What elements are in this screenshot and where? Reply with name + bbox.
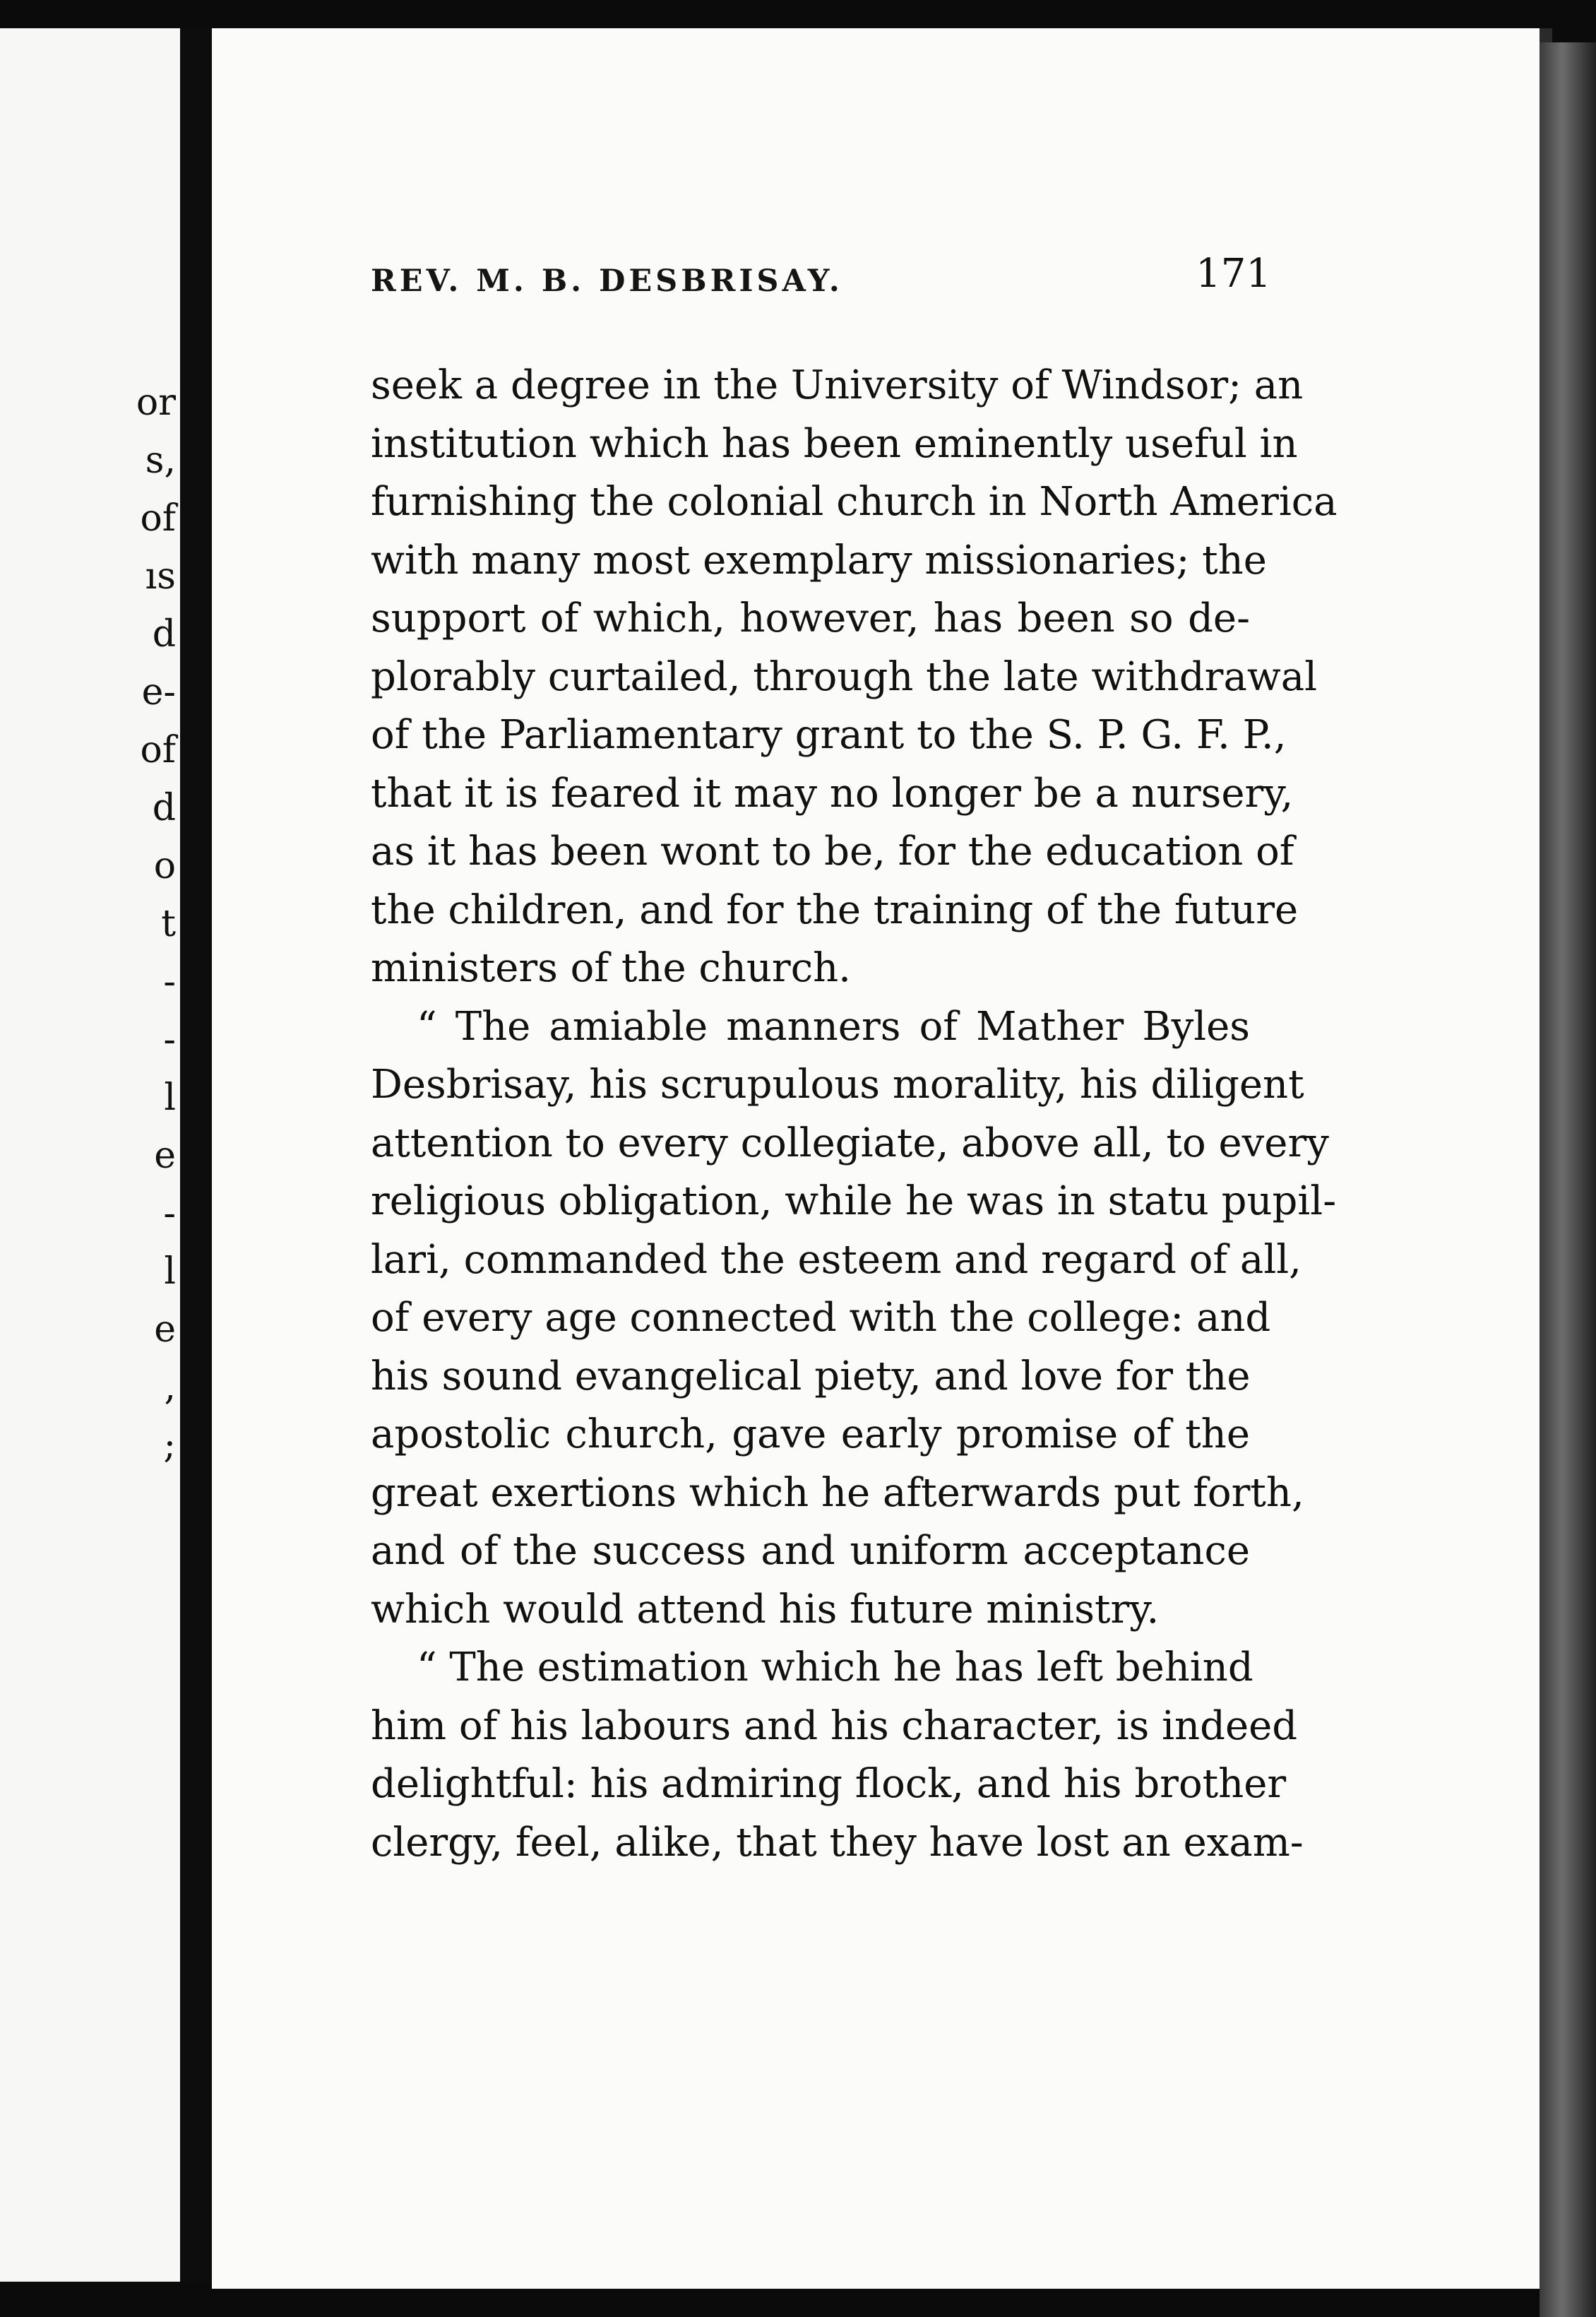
- text-line: attention to every collegiate, above all, to every: [371, 1120, 1329, 1166]
- book-gutter: [180, 28, 212, 2282]
- body-text: [371, 357, 1338, 1872]
- fragment: l: [164, 1250, 176, 1293]
- fragment: e: [154, 1134, 176, 1177]
- text-line: clergy, feel, alike, that they have lost an exam-: [371, 1819, 1304, 1866]
- fragment: -: [163, 1019, 176, 1061]
- text-line: with many most exemplary missionaries; the: [371, 537, 1267, 583]
- text-line: great exertions which he afterwards put forth,: [371, 1469, 1304, 1516]
- fragment: e: [154, 1308, 176, 1351]
- text-line: ministers of the church.: [371, 945, 851, 991]
- text-line: that it is feared it may no longer be a nursery,: [371, 770, 1294, 817]
- text-line: institution which has been eminently useful in: [371, 420, 1298, 467]
- text-line: support of which, however, has been so de-: [371, 595, 1250, 641]
- fragment: d: [152, 613, 176, 656]
- text-line: “ The amiable manners of Mather Byles: [417, 1003, 1250, 1050]
- fragment: ;: [163, 1424, 176, 1466]
- text-line: him of his labours and his character, is indeed: [371, 1702, 1298, 1749]
- fragment: ıs: [145, 555, 176, 598]
- text-line: as it has been wont to be, for the education of: [371, 829, 1294, 875]
- fragment: ,: [164, 1366, 176, 1409]
- text-line: lari, commanded the esteem and regard of all,: [371, 1236, 1302, 1283]
- fragment: of: [140, 729, 176, 771]
- text-line: delightful: his admiring flock, and his brother: [371, 1761, 1287, 1807]
- text-line: “ The estimation which he has left behind: [417, 1645, 1253, 1690]
- fragment: e-: [141, 671, 176, 713]
- text-line: his sound evangelical piety, and love for the: [371, 1353, 1251, 1399]
- fragment: s,: [145, 439, 176, 482]
- text-line: and of the success and uniform acceptance: [371, 1528, 1250, 1574]
- page-header: [371, 251, 1271, 300]
- text-line: Desbrisay, his scrupulous morality, his diligent: [371, 1062, 1304, 1108]
- text-line: seek a degree in the University of Windsor; an: [371, 362, 1304, 408]
- text-line: the children, and for the training of the future: [371, 887, 1299, 933]
- text-line: apostolic church, gave early promise of the: [371, 1411, 1250, 1457]
- fragment: l: [164, 1077, 176, 1119]
- fragment: of: [140, 497, 176, 540]
- fragment: o: [153, 845, 176, 887]
- running-head: REV. M. B. DESBRISAY.: [371, 263, 843, 299]
- text-line: furnishing the colonial church in North America: [371, 479, 1338, 525]
- text-line: religious obligation, while he was in statu pupil-: [371, 1178, 1337, 1224]
- facing-page-text-fragments: [0, 28, 180, 2282]
- text-line: which would attend his future ministry.: [371, 1586, 1160, 1632]
- fragment: t: [161, 903, 176, 945]
- fragment: or: [136, 381, 176, 424]
- text-line: of the Parliamentary grant to the S. P. G. F. P.,: [371, 712, 1287, 758]
- text-line: of every age connected with the college: and: [371, 1295, 1271, 1341]
- page-number: 171: [1196, 251, 1271, 297]
- fragment: d: [152, 787, 176, 829]
- book-fore-edge: [1540, 42, 1596, 2317]
- fragment: -: [163, 1192, 176, 1235]
- text-line: plorably curtailed, through the late withdrawal: [371, 653, 1318, 700]
- facing-page-edge: [0, 28, 180, 2282]
- fragment: -: [163, 961, 176, 1003]
